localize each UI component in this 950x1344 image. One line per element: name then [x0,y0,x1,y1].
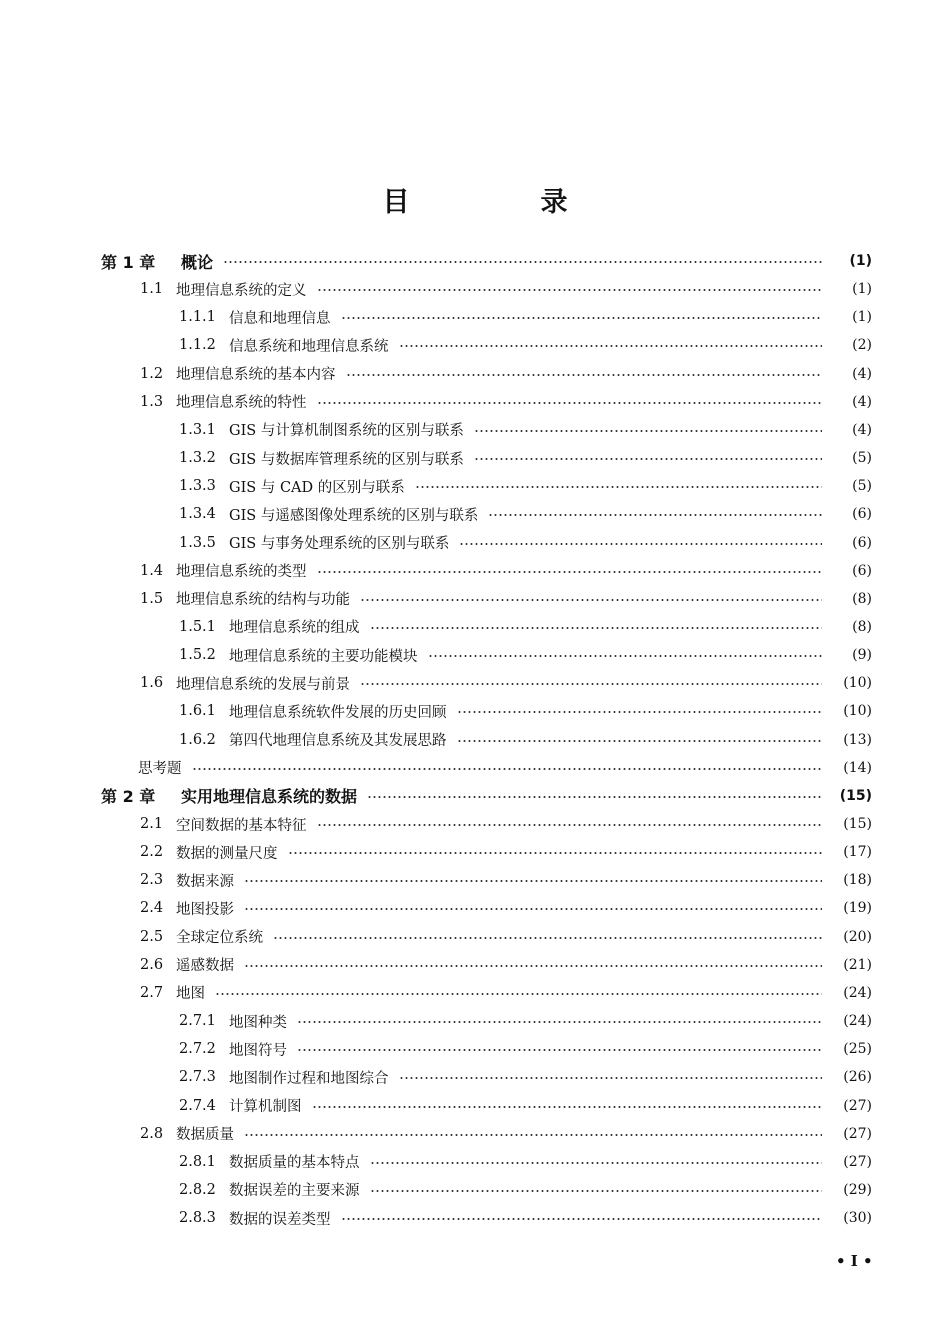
toc-entry-number: 2.7.1 [179,1013,216,1030]
toc-entry-page: (1) [852,281,872,298]
toc-entry-section[interactable] [140,810,872,838]
toc-entry-section[interactable] [140,979,872,1007]
toc-entry-page: (10) [843,703,872,720]
toc-entry-page: (30) [843,1210,872,1227]
dot-leader [457,740,823,742]
dot-leader [317,289,823,291]
toc-entry-title: GIS 与计算机制图系统的区别与联系 [229,423,464,440]
dot-leader [273,937,822,939]
toc-entry-title: 空间数据的基本特征 [176,817,307,834]
toc-entry-title: GIS 与遥感图像处理系统的区别与联系 [229,507,479,524]
toc-entry-title: 地图 [176,986,205,1003]
toc-entry-title: 数据质量的基本特点 [229,1155,360,1172]
dot-leader [341,317,823,319]
dot-leader [223,261,822,263]
toc-entry-subsection[interactable] [179,641,872,669]
toc-entry-subsection[interactable] [179,1176,872,1204]
toc-entry-page: (4) [852,365,872,382]
toc-entry-page: (6) [852,534,872,551]
toc-entry-page: (8) [852,590,872,607]
toc-entry-number: 1.3.5 [179,534,216,551]
toc-entry-page: (14) [843,759,872,776]
dot-leader [459,543,822,545]
toc-entry-number: 1.2 [140,365,164,382]
dot-leader [360,599,822,601]
toc-entry-title: 地理信息系统的组成 [229,620,360,637]
toc-entry-section[interactable] [140,894,872,922]
toc-entry-subsection[interactable] [179,1092,872,1120]
toc-entry-number: 1.1 [140,281,164,298]
toc-entry-page: (17) [843,844,872,861]
toc-entry-number: 1.1.2 [179,337,216,354]
toc-entry-page: (5) [852,450,872,467]
dot-leader [341,1218,823,1220]
dot-leader [317,571,823,573]
dot-leader [244,1134,822,1136]
toc-entry-section[interactable] [140,360,872,388]
dot-leader [370,1162,823,1164]
toc-entry-title: 地图种类 [229,1014,287,1031]
toc-entry-title: 思考题 [138,761,182,778]
toc-entry-subsection[interactable] [179,529,872,557]
dot-leader [474,458,822,460]
toc-entry-number: 2.5 [140,928,164,945]
toc-entry-page: (26) [843,1069,872,1086]
toc-entry-number: 1.6.1 [179,703,216,720]
toc-entry-page: (24) [843,1013,872,1030]
toc-entry-title: 地理信息系统的特性 [176,395,307,412]
toc-entry-chapter[interactable] [101,782,872,810]
toc-entry-title: 遥感数据 [176,958,234,975]
toc-entry-number: 1.4 [140,562,164,579]
toc-entry-number: 2.7 [140,984,164,1001]
toc-entry-number: 1.6.2 [179,731,216,748]
dot-leader [346,374,823,376]
toc-entry-title: 数据的测量尺度 [176,845,278,862]
toc-entry-title: 地图符号 [229,1042,287,1059]
toc-entry-section[interactable] [140,669,872,697]
dot-leader [367,796,822,798]
toc-entry-number: 2.4 [140,900,164,917]
dot-leader [244,965,822,967]
toc-entry-page: (4) [852,393,872,410]
toc-entry-title: GIS 与 CAD 的区别与联系 [229,479,405,496]
dot-leader [457,711,823,713]
toc-entry-subsection[interactable] [179,613,872,641]
toc-entry-number: 2.7.3 [179,1069,216,1086]
toc-entry-subsection[interactable] [179,1007,872,1035]
toc-entry-section[interactable] [140,1120,872,1148]
toc-entry-subsection[interactable] [179,303,872,331]
toc-entry-page: (8) [852,618,872,635]
toc-entry-subsection[interactable] [179,500,872,528]
toc-entry-page: (9) [852,647,872,664]
toc-entry-section[interactable] [140,388,872,416]
toc-entry-page: (15) [843,816,872,832]
toc-entry-number: 1.5.1 [179,618,216,635]
toc-entry-number: 1.3 [140,393,164,410]
toc-entry-title: 全球定位系统 [176,930,263,947]
toc-entry-page: (6) [852,562,872,579]
toc-entry-chapter[interactable] [101,247,872,275]
toc-entry-title: 地理信息系统的定义 [176,282,307,299]
page-folio: • I • [836,1252,873,1270]
toc-entry-subsection[interactable] [179,1204,872,1232]
dot-leader [370,1190,823,1192]
dot-leader [288,852,823,854]
toc-entry-title: 数据的误差类型 [229,1211,331,1228]
toc-entry-page: (27) [843,1153,872,1170]
toc-entry-page: (1) [849,253,872,269]
toc-entry-number: 2.7.2 [179,1041,216,1058]
toc-entry-subsection[interactable] [179,331,872,359]
toc-entry-section[interactable] [140,923,872,951]
toc-entry-title: 实用地理信息系统的数据 [181,787,358,807]
dot-leader [244,880,822,882]
toc-entry-number: 第 2 章 [101,787,156,807]
toc-entry-page: (27) [843,1097,872,1114]
toc-entry-title: 地理信息系统的主要功能模块 [229,648,418,665]
dot-leader [428,655,823,657]
toc-entry-number: 1.1.1 [179,309,216,326]
toc-entry-section[interactable] [140,557,872,585]
dot-leader [244,908,822,910]
toc-entry-section[interactable] [140,951,872,979]
toc-entry-subsection[interactable] [179,472,872,500]
dot-leader [488,514,822,516]
dot-leader [192,768,823,770]
toc-entry-number: 2.6 [140,956,164,973]
toc-entry-title: 第四代地理信息系统及其发展思路 [229,733,447,750]
page-title: 目 录 [382,187,620,218]
toc-entry-section[interactable] [140,585,872,613]
toc-entry-page: (24) [843,984,872,1001]
dot-leader [297,1021,822,1023]
dot-leader [215,993,822,995]
toc-entry-page: (20) [843,928,872,945]
toc-entry-number: 2.3 [140,872,164,889]
toc-entry-title: GIS 与事务处理系统的区别与联系 [229,536,450,552]
toc-entry-title: 地图制作过程和地图综合 [229,1070,389,1087]
toc-entry-section[interactable] [140,866,872,894]
toc-entry-page: (21) [843,956,872,973]
toc-entry-title: GIS 与数据库管理系统的区别与联系 [229,451,464,468]
toc-entry-title: 地理信息系统的发展与前景 [176,676,350,693]
toc-entry-title: 计算机制图 [229,1099,302,1115]
toc-entry-page: (5) [852,478,872,495]
toc-entry-number: 2.8 [140,1125,164,1142]
toc-entry-number: 1.5 [140,590,164,607]
toc-entry-subsection[interactable] [179,444,872,472]
toc-entry-misc[interactable] [138,754,872,782]
toc-entry-title: 地理信息系统的结构与功能 [176,592,350,609]
dot-leader [474,430,822,432]
toc-entry-number: 1.3.3 [179,478,216,495]
toc-entry-page: (13) [843,731,872,748]
dot-leader [297,1049,822,1051]
dot-leader [360,683,822,685]
toc-entry-number: 1.3.2 [179,450,216,467]
dot-leader [317,824,823,826]
toc-entry-section[interactable] [140,275,872,303]
toc-entry-number: 2.7.4 [179,1097,216,1114]
toc-entry-title: 地理信息系统的基本内容 [176,367,336,384]
toc-entry-page: (18) [843,872,872,889]
toc-entry-section[interactable] [140,838,872,866]
toc-entry-title: 地理信息系统软件发展的历史回顾 [229,704,447,721]
toc-entry-title: 地理信息系统的类型 [176,564,307,581]
toc-entry-page: (10) [843,675,872,692]
toc-entry-subsection[interactable] [179,726,872,754]
toc-entry-page: (27) [843,1125,872,1142]
toc-entry-page: (1) [852,309,872,326]
toc-entry-number: 1.5.2 [179,647,216,664]
toc-entry-number: 1.3.4 [179,506,216,523]
dot-leader [312,1106,823,1108]
toc-entry-page: (4) [852,421,872,438]
toc-entry-page: (6) [852,506,872,523]
toc-entry-title: 数据来源 [176,873,234,890]
toc-entry-subsection[interactable] [179,416,872,444]
toc-entry-subsection[interactable] [179,697,872,725]
dot-leader [399,345,823,347]
toc-entry-subsection[interactable] [179,1063,872,1091]
toc-entry-number: 1.3.1 [179,421,216,438]
toc-entry-number: 2.1 [140,816,164,832]
toc-entry-title: 数据质量 [176,1127,234,1144]
toc-entry-page: (15) [839,787,872,804]
dot-leader [399,1077,823,1079]
toc-entry-number: 2.8.2 [179,1181,216,1198]
toc-entry-subsection[interactable] [179,1148,872,1176]
dot-leader [415,486,822,488]
toc-entry-number: 1.6 [140,675,164,692]
toc-entry-title: 数据误差的主要来源 [229,1183,360,1200]
toc-entry-page: (25) [843,1041,872,1058]
toc-entry-subsection[interactable] [179,1035,872,1063]
dot-leader [317,402,823,404]
toc-entry-title: 概论 [181,252,214,272]
toc-entry-title: 地图投影 [176,901,234,918]
toc-entry-number: 第 1 章 [101,252,156,272]
toc-entry-title: 信息和地理信息 [229,310,331,327]
toc-entry-number: 2.2 [140,844,164,861]
toc-entry-page: (2) [852,337,872,354]
dot-leader [370,627,823,629]
toc-entry-number: 2.8.1 [179,1153,216,1170]
toc-entry-page: (19) [843,900,872,917]
toc-entry-page: (29) [843,1181,872,1198]
toc-entry-title: 信息系统和地理信息系统 [229,338,389,355]
toc-entry-number: 2.8.3 [179,1210,216,1227]
